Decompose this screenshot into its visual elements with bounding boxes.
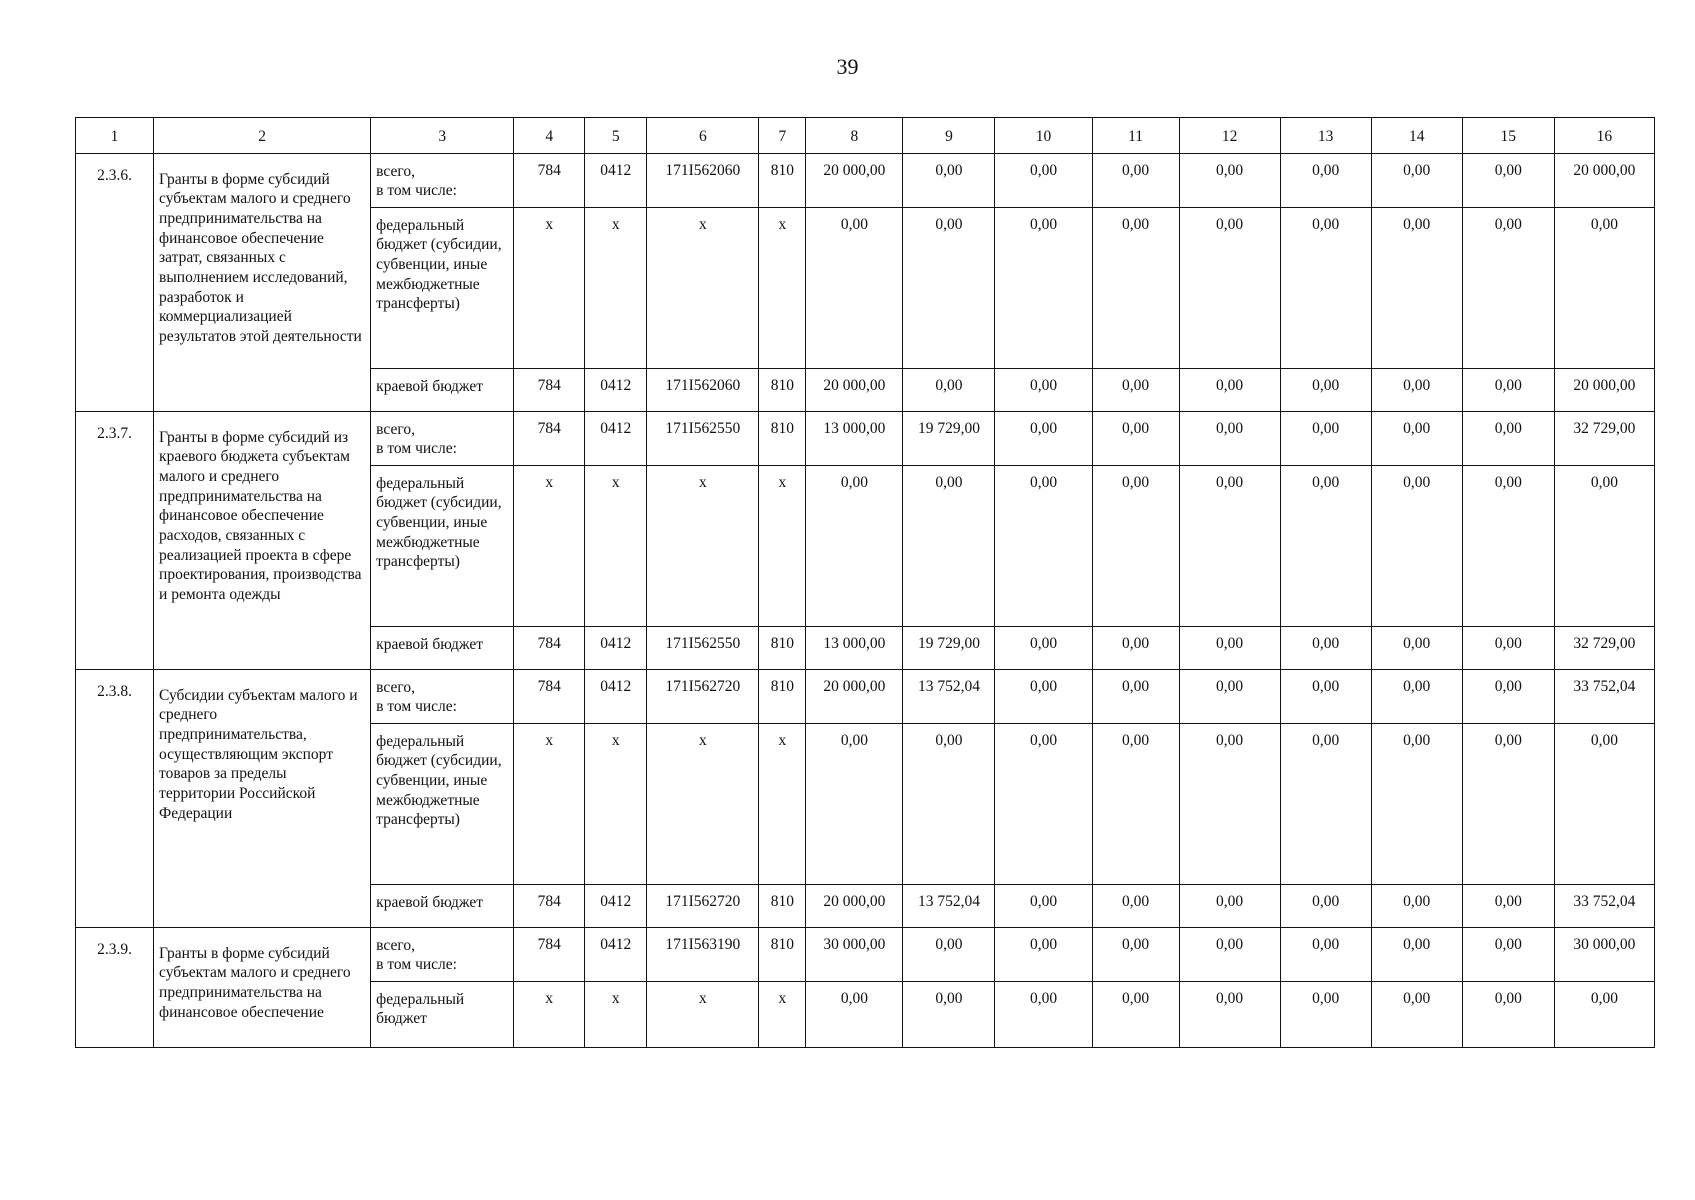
amount-cell: 0,00 — [806, 465, 903, 626]
amount-cell: 0,00 — [1371, 884, 1462, 927]
header-cell-4: 4 — [514, 118, 585, 154]
code-cell-c5: x — [585, 207, 647, 368]
amount-cell: 0,00 — [1179, 626, 1280, 669]
amount-cell: 0,00 — [1462, 626, 1554, 669]
amount-cell: 0,00 — [1371, 723, 1462, 884]
amount-cell: 0,00 — [1092, 626, 1179, 669]
amount-cell: 0,00 — [1280, 465, 1371, 626]
amount-cell: 0,00 — [1371, 669, 1462, 723]
code-cell-c4: 784 — [514, 626, 585, 669]
code-cell-c5: 0412 — [585, 927, 647, 981]
code-cell-c5: x — [585, 723, 647, 884]
code-cell-c5: x — [585, 465, 647, 626]
header-cell-1: 1 — [76, 118, 154, 154]
amount-cell: 0,00 — [1280, 723, 1371, 884]
code-cell-c4: 784 — [514, 927, 585, 981]
amount-cell: 0,00 — [1462, 465, 1554, 626]
amount-cell: 20 000,00 — [806, 669, 903, 723]
amount-cell: 30 000,00 — [806, 927, 903, 981]
amount-cell: 0,00 — [1554, 207, 1654, 368]
amount-cell: 20 000,00 — [1554, 368, 1654, 411]
item-description: Субсидии субъектам малого и среднего предпринимательства, осуществляющим экспорт товаров за пределы территории Российской Федерации — [154, 669, 371, 927]
header-cell-11: 11 — [1092, 118, 1179, 154]
amount-cell: 0,00 — [1280, 884, 1371, 927]
code-cell-c7: 810 — [759, 669, 806, 723]
amount-cell: 13 000,00 — [806, 626, 903, 669]
code-cell-c4: 784 — [514, 411, 585, 465]
amount-cell: 0,00 — [1462, 927, 1554, 981]
amount-cell: 0,00 — [995, 927, 1092, 981]
item-description: Гранты в форме субсидий из краевого бюджета субъектам малого и среднего предпринимательства на финансовое обеспечение расходов, связанных с реализацией проекта в сфере проектирования, производства и ремонта одежды — [154, 411, 371, 669]
amount-cell: 0,00 — [1179, 884, 1280, 927]
header-cell-9: 9 — [903, 118, 995, 154]
amount-cell: 0,00 — [1371, 153, 1462, 207]
code-cell-c5: 0412 — [585, 411, 647, 465]
amount-cell: 20 000,00 — [806, 153, 903, 207]
amount-cell: 0,00 — [806, 723, 903, 884]
amount-cell: 13 752,04 — [903, 669, 995, 723]
amount-cell: 0,00 — [1179, 153, 1280, 207]
amount-cell: 0,00 — [1092, 153, 1179, 207]
amount-cell: 0,00 — [1092, 927, 1179, 981]
amount-cell: 0,00 — [995, 884, 1092, 927]
header-cell-8: 8 — [806, 118, 903, 154]
code-cell-c6: 171I562550 — [647, 626, 759, 669]
amount-cell: 0,00 — [1371, 626, 1462, 669]
amount-cell: 0,00 — [1280, 927, 1371, 981]
amount-cell: 0,00 — [903, 368, 995, 411]
code-cell-c6: 171I562550 — [647, 411, 759, 465]
amount-cell: 0,00 — [1092, 465, 1179, 626]
budget-table — [75, 117, 1655, 1048]
code-cell-c6: 171I563190 — [647, 927, 759, 981]
amount-cell: 0,00 — [806, 207, 903, 368]
amount-cell: 0,00 — [995, 153, 1092, 207]
funding-source: краевой бюджет — [371, 368, 514, 411]
code-cell-c7: 810 — [759, 368, 806, 411]
code-cell-c7: x — [759, 207, 806, 368]
funding-source: краевой бюджет — [371, 626, 514, 669]
amount-cell: 0,00 — [995, 368, 1092, 411]
table-row — [76, 411, 1655, 465]
header-cell-2: 2 — [154, 118, 371, 154]
code-cell-c6: x — [647, 207, 759, 368]
amount-cell: 0,00 — [1280, 626, 1371, 669]
amount-cell: 0,00 — [995, 465, 1092, 626]
amount-cell: 0,00 — [1092, 884, 1179, 927]
amount-cell: 0,00 — [1179, 368, 1280, 411]
item-number: 2.3.6. — [76, 153, 154, 411]
amount-cell: 0,00 — [995, 411, 1092, 465]
funding-source: всего, в том числе: — [371, 411, 514, 465]
funding-source: краевой бюджет — [371, 884, 514, 927]
amount-cell: 13 752,04 — [903, 884, 995, 927]
amount-cell: 0,00 — [1462, 368, 1554, 411]
amount-cell: 0,00 — [1371, 465, 1462, 626]
amount-cell: 0,00 — [1371, 368, 1462, 411]
code-cell-c4: x — [514, 981, 585, 1047]
code-cell-c5: x — [585, 981, 647, 1047]
amount-cell: 0,00 — [1371, 411, 1462, 465]
amount-cell: 0,00 — [806, 981, 903, 1047]
code-cell-c6: 171I562060 — [647, 368, 759, 411]
code-cell-c4: 784 — [514, 669, 585, 723]
amount-cell: 0,00 — [1462, 669, 1554, 723]
amount-cell: 0,00 — [1179, 669, 1280, 723]
code-cell-c6: 171I562060 — [647, 153, 759, 207]
table-row — [76, 927, 1655, 981]
amount-cell: 20 000,00 — [806, 368, 903, 411]
funding-source: федеральный бюджет (субсидии, субвенции, иные межбюджетные трансферты) — [371, 207, 514, 368]
amount-cell: 20 000,00 — [1554, 153, 1654, 207]
amount-cell: 0,00 — [903, 723, 995, 884]
code-cell-c5: 0412 — [585, 153, 647, 207]
amount-cell: 0,00 — [1092, 669, 1179, 723]
amount-cell: 0,00 — [1092, 368, 1179, 411]
header-cell-14: 14 — [1371, 118, 1462, 154]
amount-cell: 0,00 — [995, 669, 1092, 723]
amount-cell: 0,00 — [1092, 981, 1179, 1047]
amount-cell: 0,00 — [903, 207, 995, 368]
amount-cell: 0,00 — [1280, 153, 1371, 207]
amount-cell: 0,00 — [903, 927, 995, 981]
amount-cell: 0,00 — [1280, 981, 1371, 1047]
amount-cell: 0,00 — [1462, 411, 1554, 465]
item-number: 2.3.7. — [76, 411, 154, 669]
funding-source: федеральный бюджет (субсидии, субвенции, иные межбюджетные трансферты) — [371, 723, 514, 884]
code-cell-c7: x — [759, 981, 806, 1047]
code-cell-c5: 0412 — [585, 626, 647, 669]
header-cell-12: 12 — [1179, 118, 1280, 154]
amount-cell: 0,00 — [1462, 723, 1554, 884]
code-cell-c5: 0412 — [585, 368, 647, 411]
item-number: 2.3.9. — [76, 927, 154, 1047]
amount-cell: 0,00 — [1280, 669, 1371, 723]
amount-cell: 0,00 — [1092, 207, 1179, 368]
item-number: 2.3.8. — [76, 669, 154, 927]
amount-cell: 32 729,00 — [1554, 411, 1654, 465]
amount-cell: 20 000,00 — [806, 884, 903, 927]
code-cell-c7: x — [759, 723, 806, 884]
amount-cell: 0,00 — [1371, 927, 1462, 981]
code-cell-c4: 784 — [514, 368, 585, 411]
amount-cell: 0,00 — [1554, 723, 1654, 884]
amount-cell: 0,00 — [1554, 465, 1654, 626]
header-cell-16: 16 — [1554, 118, 1654, 154]
table-row — [76, 153, 1655, 207]
code-cell-c7: 810 — [759, 153, 806, 207]
funding-source: всего, в том числе: — [371, 927, 514, 981]
amount-cell: 0,00 — [1462, 981, 1554, 1047]
table-row — [76, 669, 1655, 723]
code-cell-c7: 810 — [759, 626, 806, 669]
page-number: 39 — [836, 54, 859, 79]
amount-cell: 0,00 — [995, 723, 1092, 884]
amount-cell: 0,00 — [1092, 411, 1179, 465]
code-cell-c6: x — [647, 981, 759, 1047]
amount-cell: 0,00 — [1462, 153, 1554, 207]
code-cell-c7: 810 — [759, 927, 806, 981]
amount-cell: 0,00 — [995, 981, 1092, 1047]
amount-cell: 0,00 — [1280, 411, 1371, 465]
amount-cell: 0,00 — [1179, 981, 1280, 1047]
amount-cell: 19 729,00 — [903, 626, 995, 669]
amount-cell: 0,00 — [903, 153, 995, 207]
code-cell-c6: 171I562720 — [647, 884, 759, 927]
code-cell-c7: 810 — [759, 884, 806, 927]
amount-cell: 0,00 — [1092, 723, 1179, 884]
amount-cell: 0,00 — [1371, 207, 1462, 368]
amount-cell: 33 752,04 — [1554, 669, 1654, 723]
funding-source: всего, в том числе: — [371, 153, 514, 207]
amount-cell: 0,00 — [1179, 411, 1280, 465]
header-row — [76, 118, 1655, 154]
amount-cell: 0,00 — [995, 207, 1092, 368]
code-cell-c6: x — [647, 465, 759, 626]
budget-table-body — [76, 118, 1655, 1048]
amount-cell: 0,00 — [1179, 723, 1280, 884]
amount-cell: 0,00 — [1179, 465, 1280, 626]
code-cell-c4: x — [514, 207, 585, 368]
amount-cell: 0,00 — [1280, 368, 1371, 411]
amount-cell: 0,00 — [1371, 981, 1462, 1047]
header-cell-10: 10 — [995, 118, 1092, 154]
amount-cell: 0,00 — [903, 465, 995, 626]
code-cell-c4: 784 — [514, 884, 585, 927]
amount-cell: 0,00 — [1179, 207, 1280, 368]
amount-cell: 0,00 — [1462, 207, 1554, 368]
header-cell-6: 6 — [647, 118, 759, 154]
amount-cell: 0,00 — [1554, 981, 1654, 1047]
funding-source: всего, в том числе: — [371, 669, 514, 723]
funding-source: федеральный бюджет (субсидии, субвенции, иные межбюджетные трансферты) — [371, 465, 514, 626]
item-description: Гранты в форме субсидий субъектам малого и среднего предпринимательства на финансовое обеспечение — [154, 927, 371, 1047]
header-cell-13: 13 — [1280, 118, 1371, 154]
code-cell-c5: 0412 — [585, 884, 647, 927]
amount-cell: 0,00 — [1462, 884, 1554, 927]
code-cell-c4: 784 — [514, 153, 585, 207]
amount-cell: 32 729,00 — [1554, 626, 1654, 669]
amount-cell: 0,00 — [903, 981, 995, 1047]
code-cell-c4: x — [514, 465, 585, 626]
amount-cell: 0,00 — [1280, 207, 1371, 368]
code-cell-c6: x — [647, 723, 759, 884]
header-cell-5: 5 — [585, 118, 647, 154]
code-cell-c6: 171I562720 — [647, 669, 759, 723]
header-cell-15: 15 — [1462, 118, 1554, 154]
amount-cell: 19 729,00 — [903, 411, 995, 465]
amount-cell: 0,00 — [995, 626, 1092, 669]
amount-cell: 33 752,04 — [1554, 884, 1654, 927]
code-cell-c5: 0412 — [585, 669, 647, 723]
amount-cell: 0,00 — [1179, 927, 1280, 981]
header-cell-3: 3 — [371, 118, 514, 154]
item-description: Гранты в форме субсидий субъектам малого и среднего предпринимательства на финансовое обеспечение затрат, связанных с выполнением исследований, разработок и коммерциализацией результатов этой деятельности — [154, 153, 371, 411]
amount-cell: 13 000,00 — [806, 411, 903, 465]
amount-cell: 30 000,00 — [1554, 927, 1654, 981]
code-cell-c4: x — [514, 723, 585, 884]
header-cell-7: 7 — [759, 118, 806, 154]
code-cell-c7: 810 — [759, 411, 806, 465]
code-cell-c7: x — [759, 465, 806, 626]
funding-source: федеральный бюджет — [371, 981, 514, 1047]
